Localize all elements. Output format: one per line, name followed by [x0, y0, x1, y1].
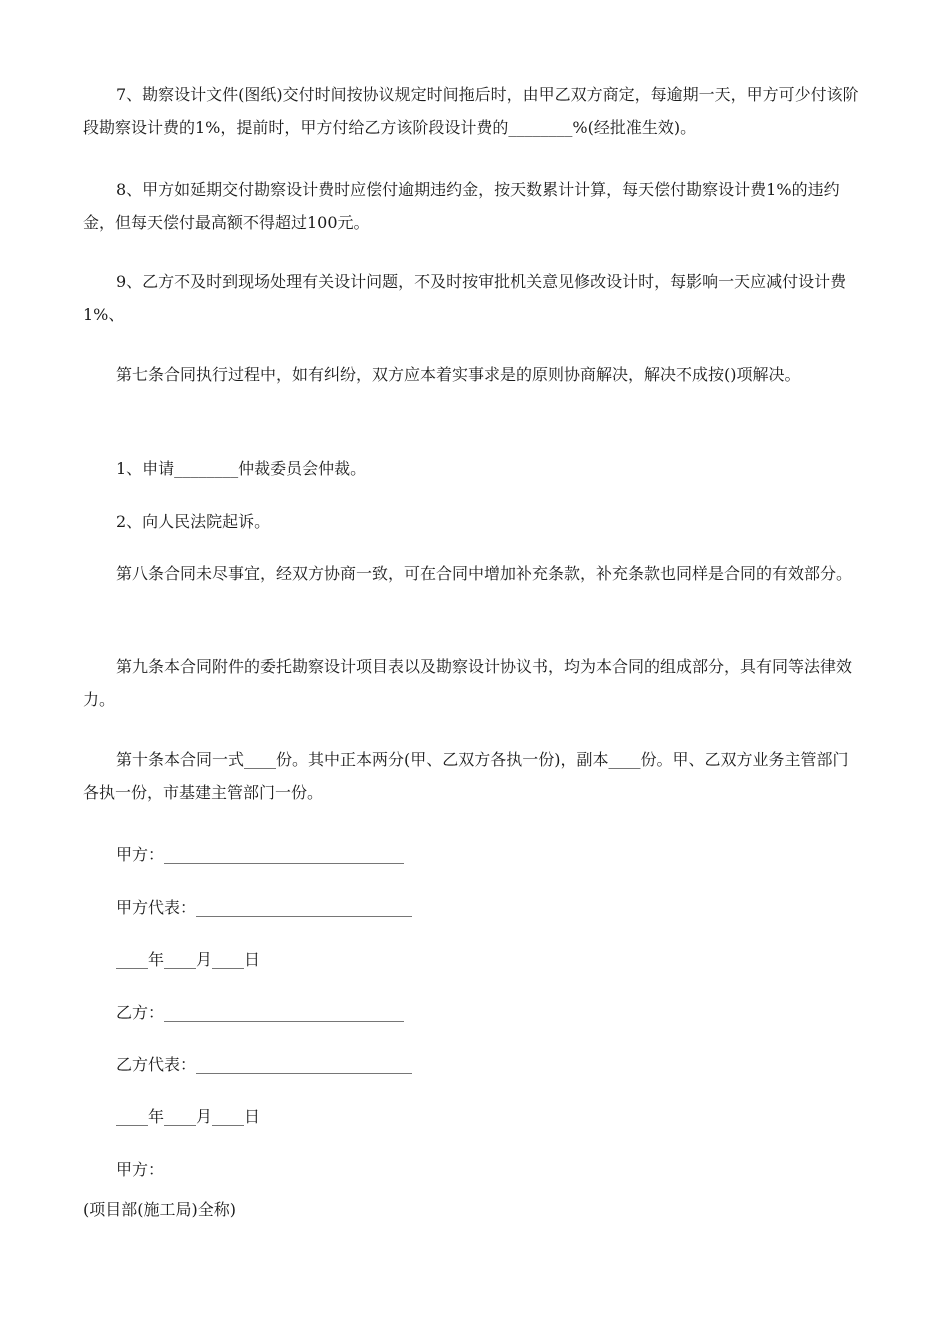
party-a-signature-line: 甲方：______________________________	[116, 845, 405, 864]
party-a-date-line: ____年____月____日	[116, 950, 261, 969]
party-b-signature-line: 乙方：______________________________	[116, 1003, 405, 1022]
article-7: 第七条合同执行过程中，如有纠纷，双方应本着实事求是的原则协商解决，解决不成按()项解决。	[116, 365, 801, 384]
party-a-representative-line: 甲方代表：___________________________	[116, 898, 413, 917]
full-name-note: (项目部(施工局)全称)	[83, 1200, 236, 1219]
article-9: 第九条本合同附件的委托勘察设计项目表以及勘察设计协议书，均为本合同的组成部分，具有同等法律效力。	[83, 657, 853, 709]
party-b-representative-line: 乙方代表：___________________________	[116, 1055, 413, 1074]
clause-item-8: 8、甲方如延期交付勘察设计费时应偿付逾期违约金，按天数累计计算，每天偿付勘察设计费1%的违约金，但每天偿付最高额不得超过100元。	[83, 180, 840, 232]
article-10: 第十条本合同一式____份。其中正本两分(甲、乙双方各执一份)，副本____份。甲、乙双方业务主管部门各执一份，市基建主管部门一份。	[83, 750, 849, 802]
party-b-date-line: ____年____月____日	[116, 1107, 261, 1126]
option-1: 1、申请________仲裁委员会仲裁。	[116, 459, 367, 478]
clause-item-9: 9、乙方不及时到现场处理有关设计问题，不及时按审批机关意见修改设计时，每影响一天应减付设计费1%、	[83, 272, 847, 324]
article-8: 第八条合同未尽事宜，经双方协商一致，可在合同中增加补充条款，补充条款也同样是合同的有效部分。	[116, 564, 853, 583]
clause-item-7: 7、勘察设计文件(图纸)交付时间按协议规定时间拖后时，由甲乙双方商定，每逾期一天，甲方可少付该阶段勘察设计费的1%，提前时，甲方付给乙方该阶段设计费的________%(经批准生效)。	[83, 85, 859, 137]
party-a-label: 甲方：	[116, 1160, 165, 1179]
option-2: 2、向人民法院起诉。	[116, 512, 271, 531]
